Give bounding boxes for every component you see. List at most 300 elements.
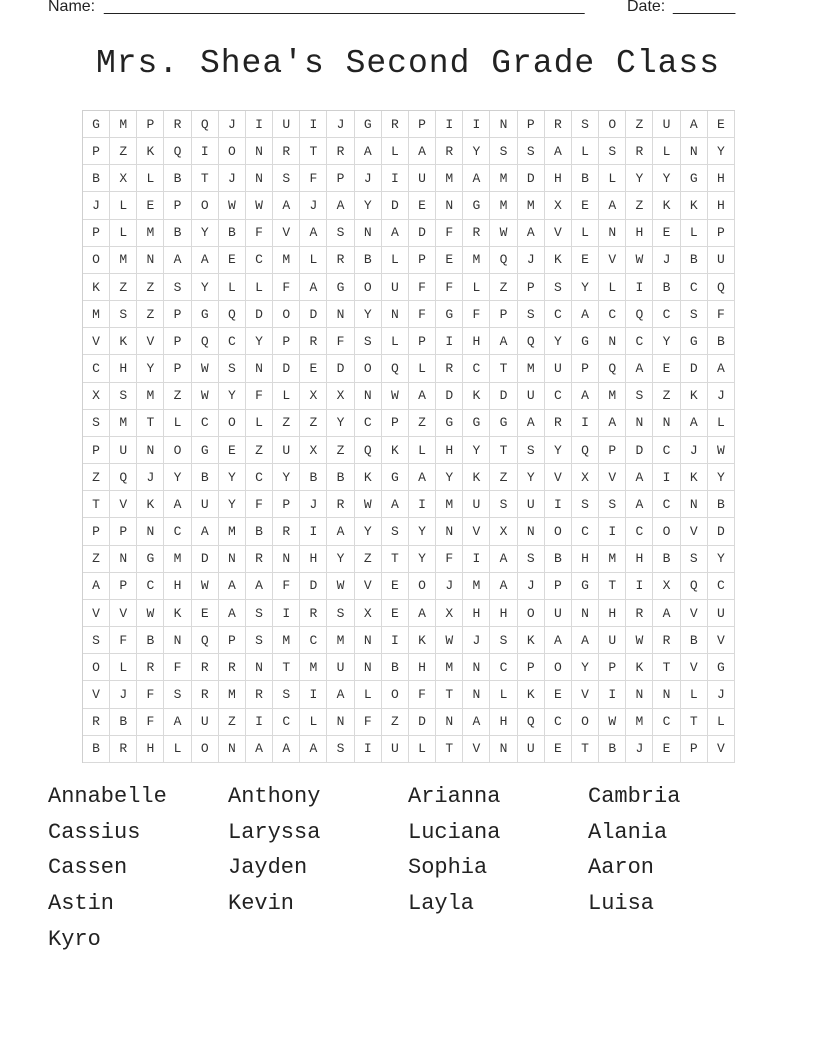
grid-cell[interactable]: E bbox=[300, 355, 327, 382]
grid-cell[interactable]: S bbox=[599, 138, 626, 165]
grid-cell[interactable]: S bbox=[599, 491, 626, 518]
grid-cell[interactable]: Q bbox=[192, 627, 219, 654]
grid-cell[interactable]: J bbox=[110, 681, 137, 708]
grid-cell[interactable]: D bbox=[409, 220, 436, 247]
grid-cell[interactable]: B bbox=[708, 328, 735, 355]
grid-cell[interactable]: M bbox=[137, 220, 164, 247]
grid-cell[interactable]: L bbox=[708, 410, 735, 437]
grid-cell[interactable]: A bbox=[219, 600, 246, 627]
grid-cell[interactable]: F bbox=[110, 627, 137, 654]
grid-cell[interactable]: I bbox=[409, 491, 436, 518]
grid-cell[interactable]: U bbox=[463, 491, 490, 518]
grid-cell[interactable]: N bbox=[355, 383, 382, 410]
grid-cell[interactable]: J bbox=[708, 383, 735, 410]
grid-cell[interactable]: Z bbox=[83, 464, 110, 491]
grid-cell[interactable]: A bbox=[164, 491, 191, 518]
grid-cell[interactable]: U bbox=[192, 709, 219, 736]
grid-cell[interactable]: Z bbox=[273, 410, 300, 437]
grid-cell[interactable]: A bbox=[219, 573, 246, 600]
grid-cell[interactable]: H bbox=[626, 220, 653, 247]
grid-cell[interactable]: K bbox=[681, 192, 708, 219]
grid-cell[interactable]: R bbox=[545, 111, 572, 138]
grid-cell[interactable]: Q bbox=[681, 573, 708, 600]
grid-cell[interactable]: D bbox=[490, 383, 517, 410]
grid-cell[interactable]: Q bbox=[164, 138, 191, 165]
grid-cell[interactable]: X bbox=[300, 437, 327, 464]
grid-cell[interactable]: A bbox=[599, 192, 626, 219]
grid-cell[interactable]: Z bbox=[626, 192, 653, 219]
grid-cell[interactable]: U bbox=[518, 736, 545, 763]
grid-cell[interactable]: Q bbox=[572, 437, 599, 464]
grid-cell[interactable]: H bbox=[599, 600, 626, 627]
grid-cell[interactable]: O bbox=[572, 709, 599, 736]
grid-cell[interactable]: P bbox=[518, 654, 545, 681]
grid-cell[interactable]: C bbox=[490, 654, 517, 681]
grid-cell[interactable]: C bbox=[653, 301, 680, 328]
grid-cell[interactable]: L bbox=[681, 681, 708, 708]
grid-cell[interactable]: M bbox=[110, 410, 137, 437]
grid-cell[interactable]: Z bbox=[355, 546, 382, 573]
grid-cell[interactable]: H bbox=[490, 600, 517, 627]
grid-cell[interactable]: R bbox=[382, 111, 409, 138]
grid-cell[interactable]: N bbox=[463, 654, 490, 681]
grid-cell[interactable]: C bbox=[192, 410, 219, 437]
grid-cell[interactable]: T bbox=[490, 355, 517, 382]
grid-cell[interactable]: N bbox=[490, 111, 517, 138]
grid-cell[interactable]: G bbox=[490, 410, 517, 437]
grid-cell[interactable]: G bbox=[681, 165, 708, 192]
grid-cell[interactable]: E bbox=[382, 600, 409, 627]
grid-cell[interactable]: H bbox=[572, 546, 599, 573]
grid-cell[interactable]: P bbox=[382, 410, 409, 437]
grid-cell[interactable]: Z bbox=[490, 464, 517, 491]
grid-cell[interactable]: Y bbox=[518, 464, 545, 491]
grid-cell[interactable]: G bbox=[192, 437, 219, 464]
grid-cell[interactable]: Q bbox=[518, 328, 545, 355]
grid-cell[interactable]: W bbox=[708, 437, 735, 464]
grid-cell[interactable]: E bbox=[436, 247, 463, 274]
grid-cell[interactable]: M bbox=[273, 627, 300, 654]
grid-cell[interactable]: A bbox=[681, 410, 708, 437]
grid-cell[interactable]: S bbox=[490, 138, 517, 165]
grid-cell[interactable]: B bbox=[545, 546, 572, 573]
grid-cell[interactable]: W bbox=[192, 573, 219, 600]
grid-cell[interactable]: A bbox=[681, 111, 708, 138]
grid-cell[interactable]: A bbox=[327, 192, 354, 219]
grid-cell[interactable]: Z bbox=[300, 410, 327, 437]
grid-cell[interactable]: P bbox=[273, 491, 300, 518]
grid-cell[interactable]: W bbox=[137, 600, 164, 627]
grid-cell[interactable]: H bbox=[137, 736, 164, 763]
grid-cell[interactable]: S bbox=[83, 410, 110, 437]
grid-cell[interactable]: S bbox=[626, 383, 653, 410]
grid-cell[interactable]: P bbox=[137, 111, 164, 138]
grid-cell[interactable]: O bbox=[599, 111, 626, 138]
grid-cell[interactable]: T bbox=[83, 491, 110, 518]
grid-cell[interactable]: A bbox=[382, 220, 409, 247]
grid-cell[interactable]: S bbox=[518, 437, 545, 464]
grid-cell[interactable]: I bbox=[436, 328, 463, 355]
grid-cell[interactable]: C bbox=[463, 355, 490, 382]
grid-cell[interactable]: B bbox=[681, 627, 708, 654]
grid-cell[interactable]: E bbox=[545, 736, 572, 763]
grid-cell[interactable]: F bbox=[355, 709, 382, 736]
grid-cell[interactable]: L bbox=[409, 437, 436, 464]
grid-cell[interactable]: G bbox=[436, 301, 463, 328]
grid-cell[interactable]: D bbox=[327, 355, 354, 382]
grid-cell[interactable]: X bbox=[572, 464, 599, 491]
grid-cell[interactable]: N bbox=[355, 654, 382, 681]
grid-cell[interactable]: I bbox=[599, 518, 626, 545]
grid-cell[interactable]: L bbox=[409, 355, 436, 382]
grid-cell[interactable]: L bbox=[110, 192, 137, 219]
grid-cell[interactable]: R bbox=[219, 654, 246, 681]
grid-cell[interactable]: D bbox=[409, 709, 436, 736]
date-blank-line[interactable]: _______ bbox=[673, 0, 736, 15]
grid-cell[interactable]: L bbox=[355, 681, 382, 708]
grid-cell[interactable]: P bbox=[110, 573, 137, 600]
grid-cell[interactable]: Z bbox=[327, 437, 354, 464]
grid-cell[interactable]: Y bbox=[708, 464, 735, 491]
grid-cell[interactable]: S bbox=[219, 355, 246, 382]
grid-cell[interactable]: Q bbox=[490, 247, 517, 274]
grid-cell[interactable]: X bbox=[355, 600, 382, 627]
grid-cell[interactable]: B bbox=[681, 247, 708, 274]
grid-cell[interactable]: S bbox=[273, 165, 300, 192]
grid-cell[interactable]: I bbox=[436, 111, 463, 138]
grid-cell[interactable]: Z bbox=[83, 546, 110, 573]
grid-cell[interactable]: F bbox=[137, 681, 164, 708]
grid-cell[interactable]: E bbox=[382, 573, 409, 600]
grid-cell[interactable]: E bbox=[653, 220, 680, 247]
grid-cell[interactable]: A bbox=[246, 736, 273, 763]
grid-cell[interactable]: R bbox=[110, 736, 137, 763]
grid-cell[interactable]: N bbox=[653, 410, 680, 437]
grid-cell[interactable]: O bbox=[409, 573, 436, 600]
grid-cell[interactable]: K bbox=[137, 491, 164, 518]
grid-cell[interactable]: A bbox=[273, 192, 300, 219]
grid-cell[interactable]: N bbox=[518, 518, 545, 545]
grid-cell[interactable]: S bbox=[681, 301, 708, 328]
grid-cell[interactable]: V bbox=[708, 627, 735, 654]
grid-cell[interactable]: W bbox=[219, 192, 246, 219]
grid-cell[interactable]: D bbox=[681, 355, 708, 382]
grid-cell[interactable]: Y bbox=[463, 437, 490, 464]
grid-cell[interactable]: I bbox=[626, 274, 653, 301]
grid-cell[interactable]: A bbox=[653, 600, 680, 627]
grid-cell[interactable]: B bbox=[246, 518, 273, 545]
grid-cell[interactable]: Y bbox=[355, 301, 382, 328]
grid-cell[interactable]: N bbox=[463, 681, 490, 708]
grid-cell[interactable]: G bbox=[83, 111, 110, 138]
grid-cell[interactable]: J bbox=[137, 464, 164, 491]
grid-cell[interactable]: J bbox=[653, 247, 680, 274]
grid-cell[interactable]: M bbox=[110, 111, 137, 138]
grid-cell[interactable]: P bbox=[708, 220, 735, 247]
grid-cell[interactable]: L bbox=[382, 138, 409, 165]
grid-cell[interactable]: N bbox=[137, 247, 164, 274]
grid-cell[interactable]: P bbox=[83, 437, 110, 464]
grid-cell[interactable]: N bbox=[164, 627, 191, 654]
grid-cell[interactable]: Z bbox=[219, 709, 246, 736]
grid-cell[interactable]: Y bbox=[355, 518, 382, 545]
grid-cell[interactable]: Y bbox=[409, 518, 436, 545]
grid-cell[interactable]: A bbox=[409, 600, 436, 627]
grid-cell[interactable]: N bbox=[626, 681, 653, 708]
grid-cell[interactable]: G bbox=[137, 546, 164, 573]
grid-cell[interactable]: N bbox=[246, 138, 273, 165]
grid-cell[interactable]: R bbox=[463, 220, 490, 247]
grid-cell[interactable]: T bbox=[599, 573, 626, 600]
grid-cell[interactable]: N bbox=[599, 220, 626, 247]
grid-cell[interactable]: L bbox=[300, 709, 327, 736]
grid-cell[interactable]: Z bbox=[164, 383, 191, 410]
grid-cell[interactable]: X bbox=[653, 573, 680, 600]
grid-cell[interactable]: J bbox=[355, 165, 382, 192]
grid-cell[interactable]: N bbox=[327, 301, 354, 328]
grid-cell[interactable]: H bbox=[708, 165, 735, 192]
grid-cell[interactable]: I bbox=[300, 681, 327, 708]
grid-cell[interactable]: V bbox=[273, 220, 300, 247]
grid-cell[interactable]: L bbox=[382, 328, 409, 355]
grid-cell[interactable]: Y bbox=[246, 328, 273, 355]
grid-cell[interactable]: V bbox=[110, 600, 137, 627]
grid-cell[interactable]: V bbox=[83, 681, 110, 708]
grid-cell[interactable]: R bbox=[246, 546, 273, 573]
grid-cell[interactable]: E bbox=[409, 192, 436, 219]
grid-cell[interactable]: M bbox=[599, 383, 626, 410]
grid-cell[interactable]: Y bbox=[192, 274, 219, 301]
grid-cell[interactable]: L bbox=[164, 410, 191, 437]
grid-cell[interactable]: A bbox=[463, 709, 490, 736]
grid-cell[interactable]: A bbox=[490, 546, 517, 573]
grid-cell[interactable]: N bbox=[273, 546, 300, 573]
grid-cell[interactable]: W bbox=[490, 220, 517, 247]
grid-cell[interactable]: C bbox=[708, 573, 735, 600]
grid-cell[interactable]: Z bbox=[382, 709, 409, 736]
grid-cell[interactable]: A bbox=[572, 301, 599, 328]
grid-cell[interactable]: F bbox=[246, 383, 273, 410]
grid-cell[interactable]: C bbox=[137, 573, 164, 600]
grid-cell[interactable]: L bbox=[599, 274, 626, 301]
grid-cell[interactable]: K bbox=[463, 464, 490, 491]
grid-cell[interactable]: A bbox=[164, 709, 191, 736]
grid-cell[interactable]: N bbox=[137, 518, 164, 545]
grid-cell[interactable]: E bbox=[572, 192, 599, 219]
grid-cell[interactable]: N bbox=[436, 192, 463, 219]
grid-cell[interactable]: F bbox=[436, 220, 463, 247]
grid-cell[interactable]: W bbox=[192, 355, 219, 382]
grid-cell[interactable]: P bbox=[545, 573, 572, 600]
grid-cell[interactable]: K bbox=[137, 138, 164, 165]
grid-cell[interactable]: A bbox=[708, 355, 735, 382]
grid-cell[interactable]: X bbox=[545, 192, 572, 219]
grid-cell[interactable]: L bbox=[110, 220, 137, 247]
grid-cell[interactable]: I bbox=[545, 491, 572, 518]
grid-cell[interactable]: Y bbox=[327, 410, 354, 437]
grid-cell[interactable]: O bbox=[192, 192, 219, 219]
grid-cell[interactable]: H bbox=[626, 546, 653, 573]
grid-cell[interactable]: E bbox=[572, 247, 599, 274]
grid-cell[interactable]: N bbox=[626, 410, 653, 437]
grid-cell[interactable]: C bbox=[626, 328, 653, 355]
grid-cell[interactable]: Y bbox=[327, 546, 354, 573]
grid-cell[interactable]: W bbox=[626, 247, 653, 274]
grid-cell[interactable]: R bbox=[626, 600, 653, 627]
grid-cell[interactable]: O bbox=[219, 138, 246, 165]
grid-cell[interactable]: J bbox=[219, 111, 246, 138]
grid-cell[interactable]: I bbox=[246, 111, 273, 138]
grid-cell[interactable]: A bbox=[463, 165, 490, 192]
grid-cell[interactable]: A bbox=[355, 138, 382, 165]
grid-cell[interactable]: O bbox=[192, 736, 219, 763]
grid-cell[interactable]: C bbox=[653, 437, 680, 464]
grid-cell[interactable]: W bbox=[192, 383, 219, 410]
grid-cell[interactable]: F bbox=[436, 274, 463, 301]
grid-cell[interactable]: K bbox=[653, 192, 680, 219]
grid-cell[interactable]: V bbox=[599, 464, 626, 491]
grid-cell[interactable]: U bbox=[409, 165, 436, 192]
grid-cell[interactable]: P bbox=[273, 328, 300, 355]
grid-cell[interactable]: A bbox=[518, 220, 545, 247]
grid-cell[interactable]: G bbox=[572, 573, 599, 600]
grid-cell[interactable]: O bbox=[545, 518, 572, 545]
grid-cell[interactable]: X bbox=[110, 165, 137, 192]
grid-cell[interactable]: A bbox=[382, 491, 409, 518]
grid-cell[interactable]: B bbox=[83, 165, 110, 192]
grid-cell[interactable]: E bbox=[137, 192, 164, 219]
grid-cell[interactable]: V bbox=[545, 464, 572, 491]
grid-cell[interactable]: I bbox=[355, 736, 382, 763]
grid-cell[interactable]: N bbox=[572, 600, 599, 627]
grid-cell[interactable]: F bbox=[708, 301, 735, 328]
grid-cell[interactable]: H bbox=[545, 165, 572, 192]
grid-cell[interactable]: C bbox=[545, 383, 572, 410]
grid-cell[interactable]: V bbox=[463, 736, 490, 763]
grid-cell[interactable]: V bbox=[545, 220, 572, 247]
grid-cell[interactable]: L bbox=[599, 165, 626, 192]
grid-cell[interactable]: S bbox=[83, 627, 110, 654]
grid-cell[interactable]: V bbox=[681, 518, 708, 545]
grid-cell[interactable]: T bbox=[490, 437, 517, 464]
grid-cell[interactable]: V bbox=[572, 681, 599, 708]
grid-cell[interactable]: H bbox=[463, 600, 490, 627]
grid-cell[interactable]: R bbox=[300, 328, 327, 355]
grid-cell[interactable]: H bbox=[436, 437, 463, 464]
grid-cell[interactable]: A bbox=[545, 627, 572, 654]
grid-cell[interactable]: Y bbox=[653, 165, 680, 192]
grid-cell[interactable]: A bbox=[192, 518, 219, 545]
grid-cell[interactable]: F bbox=[246, 491, 273, 518]
grid-cell[interactable]: B bbox=[83, 736, 110, 763]
grid-cell[interactable]: V bbox=[83, 600, 110, 627]
grid-cell[interactable]: P bbox=[409, 247, 436, 274]
grid-cell[interactable]: G bbox=[708, 654, 735, 681]
grid-cell[interactable]: H bbox=[708, 192, 735, 219]
grid-cell[interactable]: K bbox=[545, 247, 572, 274]
grid-cell[interactable]: T bbox=[681, 709, 708, 736]
grid-cell[interactable]: Q bbox=[192, 111, 219, 138]
grid-cell[interactable]: F bbox=[409, 274, 436, 301]
grid-cell[interactable]: O bbox=[382, 681, 409, 708]
grid-cell[interactable]: I bbox=[463, 546, 490, 573]
grid-cell[interactable]: L bbox=[219, 274, 246, 301]
grid-cell[interactable]: K bbox=[518, 681, 545, 708]
grid-cell[interactable]: J bbox=[327, 111, 354, 138]
grid-cell[interactable]: N bbox=[246, 654, 273, 681]
grid-cell[interactable]: V bbox=[708, 736, 735, 763]
grid-cell[interactable]: L bbox=[490, 681, 517, 708]
grid-cell[interactable]: Q bbox=[219, 301, 246, 328]
grid-cell[interactable]: S bbox=[110, 301, 137, 328]
grid-cell[interactable]: B bbox=[382, 654, 409, 681]
grid-cell[interactable]: R bbox=[273, 138, 300, 165]
grid-cell[interactable]: M bbox=[110, 247, 137, 274]
grid-cell[interactable]: X bbox=[436, 600, 463, 627]
grid-cell[interactable]: C bbox=[653, 709, 680, 736]
grid-cell[interactable]: O bbox=[83, 247, 110, 274]
grid-cell[interactable]: U bbox=[545, 600, 572, 627]
grid-cell[interactable]: A bbox=[518, 410, 545, 437]
grid-cell[interactable]: P bbox=[518, 274, 545, 301]
grid-cell[interactable]: B bbox=[327, 464, 354, 491]
grid-cell[interactable]: O bbox=[518, 600, 545, 627]
grid-cell[interactable]: B bbox=[137, 627, 164, 654]
grid-cell[interactable]: L bbox=[409, 736, 436, 763]
grid-cell[interactable]: I bbox=[599, 681, 626, 708]
grid-cell[interactable]: T bbox=[572, 736, 599, 763]
grid-cell[interactable]: J bbox=[300, 192, 327, 219]
grid-cell[interactable]: C bbox=[246, 247, 273, 274]
grid-cell[interactable]: I bbox=[463, 111, 490, 138]
grid-cell[interactable]: A bbox=[490, 328, 517, 355]
grid-cell[interactable]: M bbox=[219, 681, 246, 708]
grid-cell[interactable]: Y bbox=[273, 464, 300, 491]
grid-cell[interactable]: C bbox=[246, 464, 273, 491]
grid-cell[interactable]: N bbox=[382, 301, 409, 328]
grid-cell[interactable]: K bbox=[110, 328, 137, 355]
grid-cell[interactable]: Y bbox=[192, 220, 219, 247]
grid-cell[interactable]: F bbox=[436, 546, 463, 573]
grid-cell[interactable]: U bbox=[273, 111, 300, 138]
grid-cell[interactable]: M bbox=[518, 355, 545, 382]
grid-cell[interactable]: V bbox=[681, 600, 708, 627]
grid-cell[interactable]: K bbox=[83, 274, 110, 301]
grid-cell[interactable]: Z bbox=[490, 274, 517, 301]
grid-cell[interactable]: J bbox=[708, 681, 735, 708]
grid-cell[interactable]: A bbox=[164, 247, 191, 274]
grid-cell[interactable]: S bbox=[681, 546, 708, 573]
grid-cell[interactable]: Y bbox=[572, 654, 599, 681]
grid-cell[interactable]: J bbox=[681, 437, 708, 464]
grid-cell[interactable]: H bbox=[164, 573, 191, 600]
grid-cell[interactable]: X bbox=[83, 383, 110, 410]
grid-cell[interactable]: I bbox=[192, 138, 219, 165]
grid-cell[interactable]: S bbox=[382, 518, 409, 545]
grid-cell[interactable]: N bbox=[327, 709, 354, 736]
grid-cell[interactable]: B bbox=[300, 464, 327, 491]
grid-cell[interactable]: F bbox=[273, 573, 300, 600]
grid-cell[interactable]: S bbox=[110, 383, 137, 410]
grid-cell[interactable]: K bbox=[626, 654, 653, 681]
grid-cell[interactable]: E bbox=[219, 247, 246, 274]
grid-cell[interactable]: G bbox=[327, 274, 354, 301]
grid-cell[interactable]: Q bbox=[599, 355, 626, 382]
grid-cell[interactable]: T bbox=[137, 410, 164, 437]
grid-cell[interactable]: O bbox=[545, 654, 572, 681]
name-blank-line[interactable]: ______________________________________________________ bbox=[104, 0, 585, 15]
grid-cell[interactable]: W bbox=[382, 383, 409, 410]
